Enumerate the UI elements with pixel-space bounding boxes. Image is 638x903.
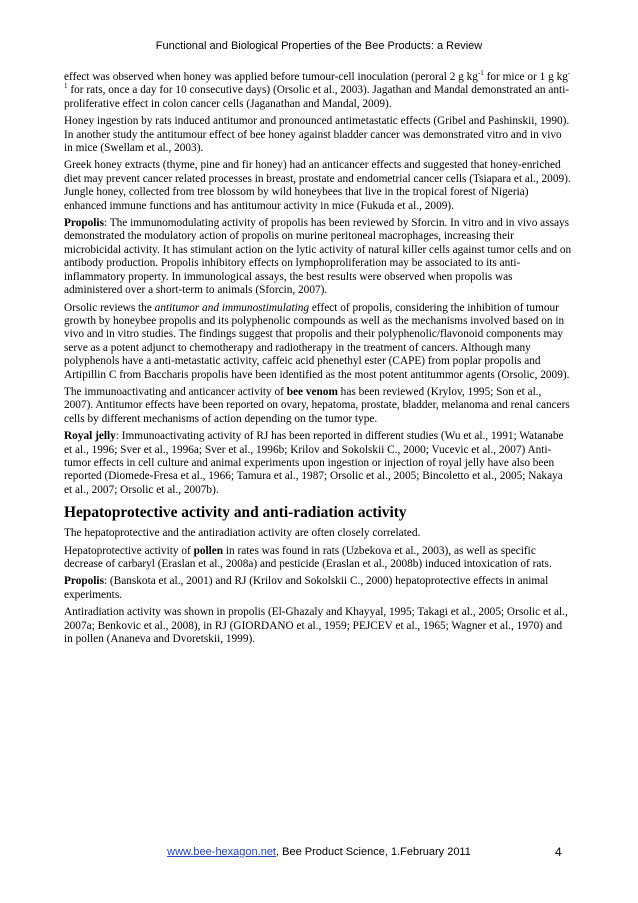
paragraph-honey-inoculation: effect was observed when honey was applied before tumour-cell inoculation (peroral 2 g $kg^{-1}$ for mice or 1 g $kg^{-1}$ for rats, once a day for 10 consecutive days) (Orsolic et al., 2003). Jagathan and Mandal demonstrated an anti-proliferative effect in colon cancer cells (Jaganathan and Mandal, 2009).	[64, 69, 571, 110]
paragraph-honey-ingestion: Honey ingestion by rats induced antitumor and pronounced antimetastatic effects (Gribel and Pashinskii, 1990). In another study the antitumour effect of bee honey against bladder cancer was demonstrated vitro and in vivo in mice (Swellam et al., 2003).	[64, 115, 570, 155]
paragraph-pollen-hepatoprotective: Hepatoprotective activity of pollen in rates was found in rats (Uzbekova et al., 2003), as well as specific decrease of carbaryl (Eraslan et al., 2008a) and pesticide (Eraslan et al., 2008b) induced intoxication of rats.	[64, 544, 552, 570]
propolis-lead: Propolis	[64, 217, 104, 230]
footer-text: , Bee Product Science, 1.February 2011	[276, 846, 471, 858]
paragraph-royal-jelly: Royal jelly: Immunoactivating activity of RJ has been reported in different studies (Wu et al., 1991; Watanabe et al., 1996; Sver et al., 1996a; Sver et al., 1996b; Krilov and Sokolskii C., 2000; Vucevic et al., 2007) Anti-tumor effects in cell culture and animal experiments upon ingestion or injection of royal jelly have also been reported (Diomede-Fresa et al., 1966; Tamura et al., 1987; Orsolic et al., 2005; Bincoletto et al., 2005; Nakaya et al., 2007; Orsolic et al., 2007b).	[64, 430, 564, 496]
paragraph-propolis-hepatoprotective: Propolis: (Banskota et al., 2001) and RJ (Krilov and Sokolskii C., 2000) hepatoprotective effects in animal experiments.	[64, 575, 549, 601]
bee-venom-bold: bee venom	[286, 385, 338, 398]
footer-link[interactable]: www.bee-hexagon.net	[167, 846, 276, 858]
paragraph-propolis-immunomodulating: Propolis: The immunomodulating activity of propolis has been reviewed by Sforcin. In vitro and in vivo assays demonstrated the modulatory action of propolis on murine peritoneal macrophages, increasing their microbicidal activity. It has stimulant action on the lytic activity of natural killer cells against tumor cells and on antibody production. Propolis inhibitory effects on lymphoproliferation may be associated to its anti-inflammatory property. In immunological assays, the best results were observed when propolis was administered over a short-term to animals (Sforcin, 2007).	[64, 217, 572, 297]
section-heading: Hepatoprotective activity and anti-radiation activity	[64, 504, 407, 522]
paragraph-bee-venom: The immunoactivating and anticancer activity of bee venom has been reviewed (Krylov, 1995; Son et al., 2007). Antitumor effects have been reported on ovary, hepatoma, prostate, bladder, melanoma and renal cancers cells by different mechanisms of action depending on the tumor type.	[64, 385, 570, 425]
pollen-bold: pollen	[193, 544, 224, 557]
emphasis-antitumor: antitumor and immunostimulating	[154, 301, 310, 314]
running-header: Functional and Biological Properties of the Bee Products: a Review	[155, 40, 483, 52]
page-footer	[0, 846, 638, 858]
paragraph-antiradiation: Antiradiation activity was shown in propolis (El-Ghazaly and Khayyal, 1995; Takagi et al., 2005; Orsolic et al., 2007a; Benkovic et al., 2008), in RJ (GIORDANO et al., 1959; PEJCEV et al., 1965; Wagner et al., 1970) and in pollen (Ananeva and Dvoretskii, 1999).	[64, 606, 568, 646]
paragraph-greek-honey: Greek honey extracts (thyme, pine and fir honey) had an anticancer effects and suggested that honey-enriched diet may prevent cancer related processes in breast, prostate and endometrial cancer cells (Tsiapara et al., 2009). Jungle honey, collected from tree blossom by wild honeybees that live in the tropical forest of Nigeria) enhanced immune functions and has antitumour activity in mice (Fukuda et al., 2009).	[64, 159, 571, 212]
paragraph-correlated: The hepatoprotective and the antiradiation activity are often closely correlated.	[64, 527, 421, 540]
page-number: 4	[555, 845, 562, 859]
royal-jelly-lead: Royal jelly	[64, 430, 116, 443]
page-body	[64, 71, 572, 650]
paragraph-orsolic-review: Orsolic reviews the antitumor and immunostimulating effect of propolis, considering the inhibition of tumour growth by honeybee propolis and its polyphenolic compounds as well as the mechanisms involved based on in vivo and in vitro studies. The findings suggest that propolis and their polyphenolic/flavonoid components may serve as a potent adjunct to chemotherapy and radiotherapy in the treatment of cancers. Although many polyphenols have a anti-metastatic activity, caffeic acid phenethyl ester (CAPE) from poplar propolis and Artipillin C from Baccharis propolis have been identified as the most potent antitummor agents (Orsolic, 2009).	[64, 301, 570, 381]
propolis-lead-2: Propolis	[64, 575, 104, 588]
